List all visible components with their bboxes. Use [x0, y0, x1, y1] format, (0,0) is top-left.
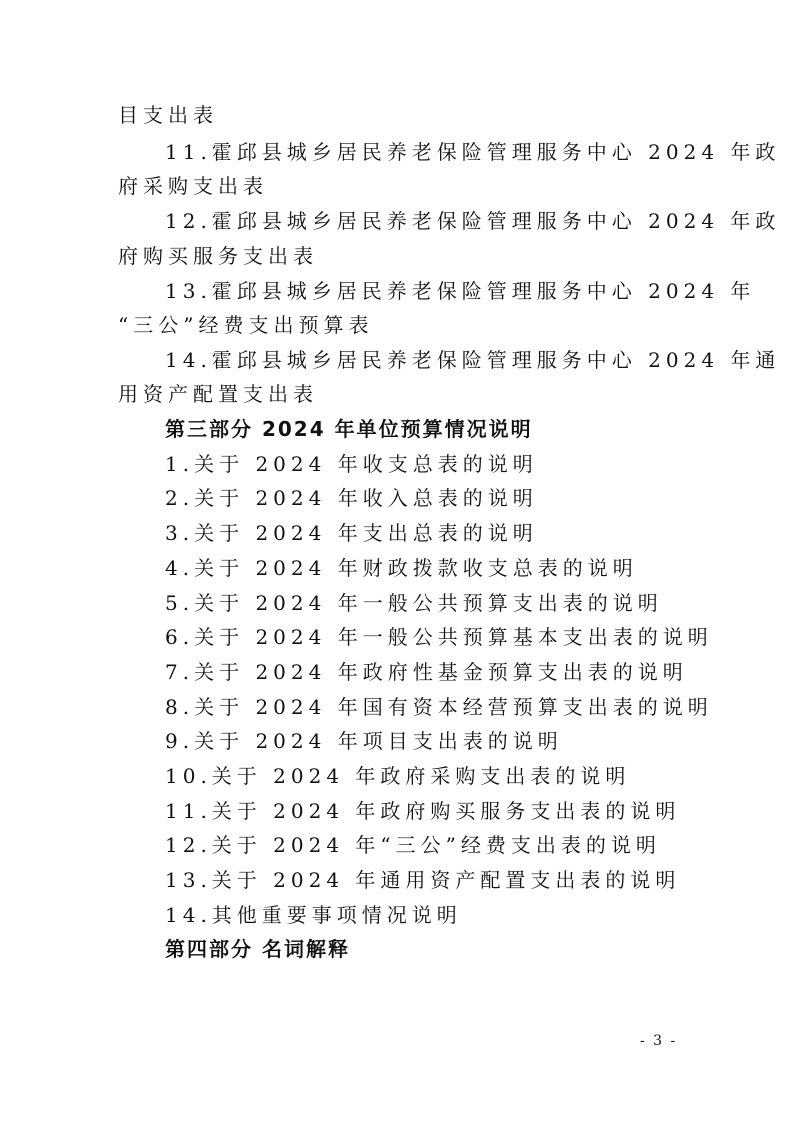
- toc-line: 目支出表: [118, 103, 218, 127]
- toc-line: 11.霍邱县城乡居民养老保险管理服务中心 2024 年政: [165, 140, 781, 164]
- toc-item: 2.关于 2024 年收入总表的说明: [165, 486, 538, 510]
- toc-line: 府购买服务支出表: [118, 244, 318, 268]
- toc-item: 4.关于 2024 年财政拨款收支总表的说明: [165, 556, 638, 580]
- toc-item: 14.其他重要事项情况说明: [165, 903, 462, 927]
- toc-line: 12.霍邱县城乡居民养老保险管理服务中心 2024 年政: [165, 209, 781, 233]
- toc-item: 1.关于 2024 年收支总表的说明: [165, 452, 538, 476]
- toc-item: 5.关于 2024 年一般公共预算支出表的说明: [165, 591, 663, 615]
- toc-item: 11.关于 2024 年政府购买服务支出表的说明: [165, 799, 681, 823]
- toc-line: 府采购支出表: [118, 174, 268, 198]
- page-number: - 3 -: [640, 1033, 678, 1049]
- section-heading-part4: 第四部分 名词解释: [165, 937, 350, 961]
- toc-line: 用资产配置支出表: [118, 382, 318, 406]
- toc-item: 6.关于 2024 年一般公共预算基本支出表的说明: [165, 625, 713, 649]
- toc-item: 8.关于 2024 年国有资本经营预算支出表的说明: [165, 695, 713, 719]
- toc-line: 14.霍邱县城乡居民养老保险管理服务中心 2024 年通: [165, 348, 781, 372]
- toc-item: 13.关于 2024 年通用资产配置支出表的说明: [165, 868, 681, 892]
- toc-line: “三公”经费支出预算表: [118, 313, 374, 337]
- toc-item: 12.关于 2024 年“三公”经费支出表的说明: [165, 833, 661, 857]
- toc-item: 10.关于 2024 年政府采购支出表的说明: [165, 764, 631, 788]
- section-heading-part3: 第三部分 2024 年单位预算情况说明: [165, 417, 533, 441]
- toc-item: 7.关于 2024 年政府性基金预算支出表的说明: [165, 660, 688, 684]
- toc-item: 3.关于 2024 年支出总表的说明: [165, 521, 538, 545]
- toc-line: 13.霍邱县城乡居民养老保险管理服务中心 2024 年: [165, 279, 756, 303]
- toc-item: 9.关于 2024 年项目支出表的说明: [165, 729, 563, 753]
